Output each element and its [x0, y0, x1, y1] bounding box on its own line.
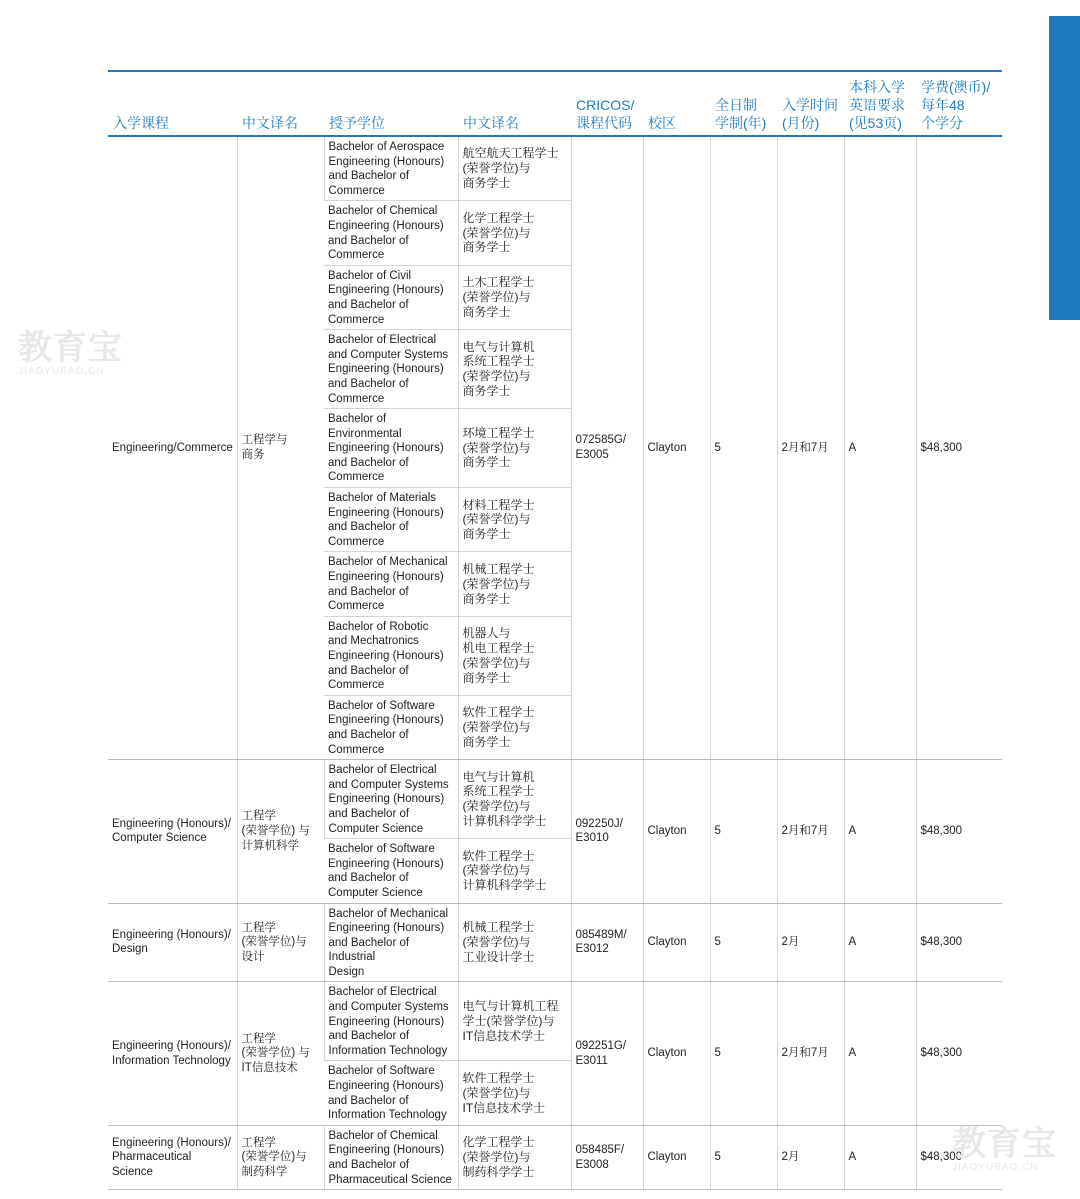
course-name-cn: 工程学 (荣誉学位)与 制药科学 [237, 1125, 324, 1189]
degree-name-cn: 材料工程学士 (荣誉学位)与 商务学士 [458, 488, 571, 552]
section-side-tab [1049, 16, 1080, 320]
degree-name: Bachelor of Chemical Engineering (Honours) and Bachelor of Commerce [324, 201, 458, 265]
annual-fee: $48,300 [916, 760, 1002, 903]
degree-name: Bachelor of Chemical Engineering (Honours) and Bachelor of Pharmaceutical Science [324, 1125, 458, 1189]
intake-months: 2月和7月 [777, 982, 844, 1125]
intake-months: 2月 [777, 903, 844, 982]
degree-name-cn: 机器人与 机电工程学士 (荣誉学位)与 商务学士 [458, 616, 571, 695]
degree-name-cn: 电气与计算机工程 学士(荣誉学位)与 IT信息技术学士 [458, 982, 571, 1061]
degree-name-cn: 电气与计算机 系统工程学士 (荣誉学位)与 商务学士 [458, 330, 571, 409]
campus: Clayton [643, 982, 710, 1125]
duration: 5 [710, 136, 777, 760]
watermark-right-main: 教育宝 [952, 1125, 1057, 1163]
cricos-code: 092251G/ E3011 [571, 982, 643, 1125]
cricos-code: 072585G/ E3005 [571, 136, 643, 760]
degree-name: Bachelor of Software Engineering (Honours) and Bachelor of Information Technology [324, 1061, 458, 1125]
table-header-row [108, 72, 1002, 136]
degree-name-cn: 机械工程学士 (荣誉学位)与 商务学士 [458, 552, 571, 616]
campus: Clayton [643, 903, 710, 982]
intake-months: 2月和7月 [777, 136, 844, 760]
header-campus: 校区 [643, 72, 710, 136]
header-intake: 入学时间 (月份) [777, 72, 844, 136]
duration: 5 [710, 982, 777, 1125]
degree-name: Bachelor of Mechanical Engineering (Honours) and Bachelor of Commerce [324, 552, 458, 616]
english-requirement: A [844, 136, 916, 760]
table-row [108, 1125, 1002, 1189]
degree-name-cn: 化学工程学士 (荣誉学位)与 商务学士 [458, 201, 571, 265]
course-name-cn: 工程学与 商务 [237, 136, 324, 760]
header-course: 入学课程 [108, 72, 237, 136]
degree-name-cn: 软件工程学士 (荣誉学位)与 商务学士 [458, 695, 571, 759]
english-requirement: A [844, 903, 916, 982]
campus: Clayton [643, 1125, 710, 1189]
watermark-left-main: 教育宝 [18, 329, 123, 367]
english-requirement: A [844, 760, 916, 903]
course-name: Engineering/Commerce [108, 136, 237, 760]
table-row [108, 982, 1002, 1061]
watermark-right-sub: JIAOYUBAO.CN [952, 1162, 1039, 1173]
intake-months: 2月和7月 [777, 760, 844, 903]
degree-name-cn: 化学工程学士 (荣誉学位)与 制药科学学士 [458, 1125, 571, 1189]
degree-name: Bachelor of Mechanical Engineering (Honours) and Bachelor of Industrial Design [324, 903, 458, 982]
duration: 5 [710, 760, 777, 903]
table-body [108, 136, 1002, 1190]
watermark-left [18, 330, 123, 378]
degree-name: Bachelor of Civil Engineering (Honours) and Bachelor of Commerce [324, 265, 458, 329]
header-fee: 学费(澳币)/ 每年48 个学分 [916, 72, 1002, 136]
annual-fee: $48,300 [916, 903, 1002, 982]
header-cricos: CRICOS/ 课程代码 [571, 72, 643, 136]
course-name: Engineering (Honours)/ Pharmaceutical Science [108, 1125, 237, 1189]
degree-name: Bachelor of Aerospace Engineering (Honours) and Bachelor of Commerce [324, 136, 458, 201]
annual-fee: $48,300 [916, 136, 1002, 760]
degree-name: Bachelor of Electrical and Computer Systems Engineering (Honours) and Bachelor of Commerce [324, 330, 458, 409]
header-degree: 授予学位 [324, 72, 458, 136]
degree-name-cn: 机械工程学士 (荣誉学位)与 工业设计学士 [458, 903, 571, 982]
degree-name: Bachelor of Robotic and Mechatronics Engineering (Honours) and Bachelor of Commerce [324, 616, 458, 695]
annual-fee: $48,300 [916, 982, 1002, 1125]
english-requirement: A [844, 1125, 916, 1189]
campus: Clayton [643, 760, 710, 903]
degree-name-cn: 软件工程学士 (荣誉学位)与 计算机科学学士 [458, 839, 571, 903]
degree-name: Bachelor of Environmental Engineering (Honours) and Bachelor of Commerce [324, 409, 458, 488]
course-name: Engineering (Honours)/ Design [108, 903, 237, 982]
degree-name: Bachelor of Software Engineering (Honours) and Bachelor of Commerce [324, 695, 458, 759]
table-row [108, 136, 1002, 201]
course-name: Engineering (Honours)/ Information Technology [108, 982, 237, 1125]
watermark-left-sub: JIAOYUBAO.CN [18, 366, 105, 377]
header-degree-cn: 中文译名 [458, 72, 571, 136]
degree-name-cn: 电气与计算机 系统工程学士 (荣誉学位)与 计算机科学学士 [458, 760, 571, 839]
degree-name-cn: 软件工程学士 (荣誉学位)与 IT信息技术学士 [458, 1061, 571, 1125]
cricos-code: 085489M/ E3012 [571, 903, 643, 982]
degree-name: Bachelor of Electrical and Computer Systems Engineering (Honours) and Bachelor of Computer Science [324, 760, 458, 839]
header-course-cn: 中文译名 [237, 72, 324, 136]
course-table [108, 72, 1002, 1190]
header-duration: 全日制 学制(年) [710, 72, 777, 136]
degree-name-cn: 环境工程学士 (荣誉学位)与 商务学士 [458, 409, 571, 488]
course-name-cn: 工程学 (荣誉学位) 与 计算机科学 [237, 760, 324, 903]
course-name: Engineering (Honours)/ Computer Science [108, 760, 237, 903]
campus: Clayton [643, 136, 710, 760]
course-name-cn: 工程学 (荣誉学位) 与 IT信息技术 [237, 982, 324, 1125]
english-requirement: A [844, 982, 916, 1125]
intake-months: 2月 [777, 1125, 844, 1189]
header-english: 本科入学 英语要求 (见53页) [844, 72, 916, 136]
duration: 5 [710, 903, 777, 982]
cricos-code: 058485F/ E3008 [571, 1125, 643, 1189]
degree-name: Bachelor of Materials Engineering (Honours) and Bachelor of Commerce [324, 488, 458, 552]
degree-name: Bachelor of Software Engineering (Honours) and Bachelor of Computer Science [324, 839, 458, 903]
annual-fee: $48,300 [916, 1125, 1002, 1189]
table-row [108, 760, 1002, 839]
table-row [108, 903, 1002, 982]
degree-name: Bachelor of Electrical and Computer Systems Engineering (Honours) and Bachelor of Information Technology [324, 982, 458, 1061]
watermark-right [952, 1126, 1057, 1174]
course-name-cn: 工程学 (荣誉学位)与 设计 [237, 903, 324, 982]
cricos-code: 092250J/ E3010 [571, 760, 643, 903]
duration: 5 [710, 1125, 777, 1189]
degree-name-cn: 航空航天工程学士 (荣誉学位)与 商务学士 [458, 136, 571, 201]
degree-name-cn: 土木工程学士 (荣誉学位)与 商务学士 [458, 265, 571, 329]
